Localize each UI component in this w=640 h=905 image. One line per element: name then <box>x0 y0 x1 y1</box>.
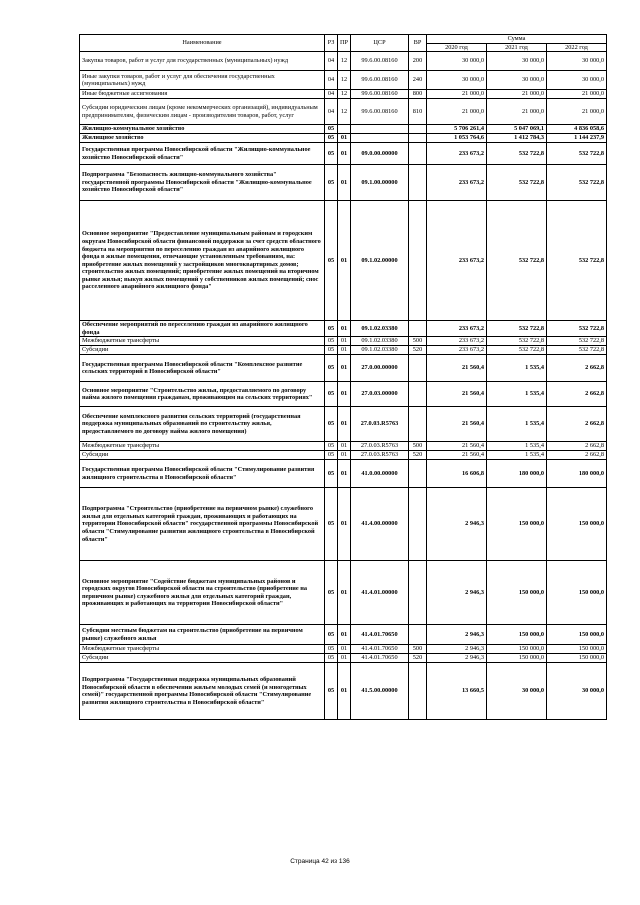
table-row <box>80 90 607 99</box>
row-value-2022-cell: 180 000,0 <box>547 460 607 488</box>
row-pr-cell: 01 <box>338 337 351 346</box>
row-pr-cell: 01 <box>338 625 351 645</box>
row-pr-cell: 01 <box>338 134 351 143</box>
row-name-cell: Жилищное хозяйство <box>80 134 325 143</box>
row-vr-cell <box>409 355 427 382</box>
row-value-2022-cell: 532 722,8 <box>547 337 607 346</box>
table-row <box>80 625 607 645</box>
row-pr-cell: 01 <box>338 165 351 201</box>
row-value-2022-cell: 532 722,8 <box>547 201 607 321</box>
row-value-2020-cell: 21 560,4 <box>427 451 487 460</box>
row-rz-cell: 05 <box>325 407 338 442</box>
row-value-2022-cell: 21 000,0 <box>547 99 607 125</box>
row-vr-cell: 810 <box>409 99 427 125</box>
row-value-2021-cell: 532 722,8 <box>487 165 547 201</box>
row-value-2021-cell: 1 535,4 <box>487 355 547 382</box>
row-rz-cell: 04 <box>325 99 338 125</box>
row-pr-cell: 12 <box>338 90 351 99</box>
row-vr-cell <box>409 201 427 321</box>
row-value-2020-cell: 233 673,2 <box>427 165 487 201</box>
table-row <box>80 125 607 134</box>
row-csr-cell: 41.0.00.00000 <box>351 460 409 488</box>
row-value-2020-cell: 13 660,5 <box>427 663 487 720</box>
table-row <box>80 561 607 625</box>
page-footer: Страница 42 из 136 <box>290 858 350 865</box>
row-value-2021-cell: 150 000,0 <box>487 654 547 663</box>
row-csr-cell: 09.1.02.00000 <box>351 201 409 321</box>
row-csr-cell: 09.1.00.00000 <box>351 165 409 201</box>
row-value-2021-cell: 532 722,8 <box>487 321 547 337</box>
header-year-2021: 2021 год <box>487 43 547 52</box>
row-name-cell: Межбюджетные трансферты <box>80 337 325 346</box>
row-name-cell: Иные бюджетные ассигнования <box>80 90 325 99</box>
row-csr-cell: 27.0.03.R5763 <box>351 442 409 451</box>
row-csr-cell: 09.0.00.00000 <box>351 143 409 165</box>
row-csr-cell: 09.1.02.03380 <box>351 346 409 355</box>
table-row <box>80 201 607 321</box>
row-vr-cell: 500 <box>409 337 427 346</box>
row-vr-cell: 520 <box>409 346 427 355</box>
table-row <box>80 346 607 355</box>
row-value-2020-cell: 21 000,0 <box>427 90 487 99</box>
row-rz-cell: 04 <box>325 90 338 99</box>
row-value-2020-cell: 16 606,8 <box>427 460 487 488</box>
row-rz-cell: 05 <box>325 663 338 720</box>
row-pr-cell: 01 <box>338 488 351 561</box>
row-value-2022-cell: 150 000,0 <box>547 645 607 654</box>
row-rz-cell: 04 <box>325 52 338 71</box>
row-csr-cell: 41.4.01.70650 <box>351 645 409 654</box>
row-value-2022-cell: 150 000,0 <box>547 488 607 561</box>
row-pr-cell: 01 <box>338 355 351 382</box>
row-vr-cell: 240 <box>409 71 427 90</box>
row-vr-cell <box>409 321 427 337</box>
row-rz-cell: 05 <box>325 201 338 321</box>
row-name-cell: Субсидии юридическим лицам (кроме некоммерческих организаций), индивидуальным предпринимателям, физическим лицам - производителям товаров, работ, услуг <box>80 99 325 125</box>
row-value-2021-cell: 150 000,0 <box>487 645 547 654</box>
row-value-2022-cell: 150 000,0 <box>547 654 607 663</box>
row-value-2021-cell: 532 722,8 <box>487 337 547 346</box>
table-row <box>80 321 607 337</box>
row-value-2020-cell: 233 673,2 <box>427 201 487 321</box>
header-csr: ЦСР <box>351 35 409 52</box>
row-value-2022-cell: 150 000,0 <box>547 625 607 645</box>
row-value-2020-cell: 5 706 261,4 <box>427 125 487 134</box>
table-row <box>80 165 607 201</box>
row-value-2020-cell: 2 946,3 <box>427 645 487 654</box>
row-rz-cell: 05 <box>325 337 338 346</box>
row-value-2021-cell: 180 000,0 <box>487 460 547 488</box>
row-name-cell: Закупка товаров, работ и услуг для государственных (муниципальных) нужд <box>80 52 325 71</box>
row-value-2021-cell: 21 000,0 <box>487 90 547 99</box>
row-vr-cell <box>409 382 427 407</box>
row-rz-cell: 04 <box>325 71 338 90</box>
row-value-2022-cell: 532 722,8 <box>547 346 607 355</box>
row-pr-cell: 01 <box>338 346 351 355</box>
row-rz-cell: 05 <box>325 165 338 201</box>
row-vr-cell: 520 <box>409 654 427 663</box>
row-csr-cell: 41.4.01.00000 <box>351 561 409 625</box>
row-pr-cell: 12 <box>338 52 351 71</box>
row-value-2020-cell: 21 000,0 <box>427 99 487 125</box>
row-rz-cell: 05 <box>325 645 338 654</box>
row-name-cell: Основное мероприятие "Строительство жилья, предоставляемого по договору найма жилого помещения гражданам, проживающим на сельских территориях" <box>80 382 325 407</box>
row-value-2021-cell: 30 000,0 <box>487 71 547 90</box>
row-vr-cell <box>409 561 427 625</box>
row-value-2022-cell: 2 662,8 <box>547 451 607 460</box>
table-row <box>80 407 607 442</box>
row-csr-cell: 99.6.00.08160 <box>351 90 409 99</box>
row-value-2021-cell: 532 722,8 <box>487 201 547 321</box>
row-name-cell: Жилищно-коммунальное хозяйство <box>80 125 325 134</box>
table-row <box>80 382 607 407</box>
row-pr-cell: 01 <box>338 645 351 654</box>
row-vr-cell <box>409 143 427 165</box>
row-value-2022-cell: 150 000,0 <box>547 561 607 625</box>
row-value-2021-cell: 1 535,4 <box>487 382 547 407</box>
row-name-cell: Государственная программа Новосибирской области "Жилищно-коммунальное хозяйство Новосибирской области" <box>80 143 325 165</box>
row-csr-cell: 09.1.02.03380 <box>351 321 409 337</box>
row-vr-cell <box>409 134 427 143</box>
row-rz-cell: 05 <box>325 561 338 625</box>
row-value-2022-cell: 532 722,8 <box>547 321 607 337</box>
row-value-2020-cell: 21 560,4 <box>427 442 487 451</box>
row-pr-cell: 12 <box>338 71 351 90</box>
table-body <box>80 52 607 720</box>
row-rz-cell: 05 <box>325 143 338 165</box>
row-name-cell: Субсидии местным бюджетам на строительство (приобретение на первичном рынке) служебного жилья <box>80 625 325 645</box>
row-value-2022-cell: 2 662,8 <box>547 382 607 407</box>
row-csr-cell: 27.0.03.00000 <box>351 382 409 407</box>
row-value-2022-cell: 30 000,0 <box>547 52 607 71</box>
table-row <box>80 488 607 561</box>
row-value-2020-cell: 233 673,2 <box>427 337 487 346</box>
row-value-2020-cell: 233 673,2 <box>427 346 487 355</box>
row-value-2020-cell: 1 053 764,6 <box>427 134 487 143</box>
row-csr-cell <box>351 134 409 143</box>
row-csr-cell: 41.5.00.00000 <box>351 663 409 720</box>
row-pr-cell: 01 <box>338 442 351 451</box>
row-value-2020-cell: 2 946,3 <box>427 625 487 645</box>
table-row <box>80 143 607 165</box>
row-value-2022-cell: 30 000,0 <box>547 663 607 720</box>
row-value-2022-cell: 2 662,8 <box>547 355 607 382</box>
row-csr-cell: 41.4.01.70650 <box>351 654 409 663</box>
table-row <box>80 451 607 460</box>
row-value-2021-cell: 21 000,0 <box>487 99 547 125</box>
row-value-2021-cell: 30 000,0 <box>487 52 547 71</box>
row-vr-cell <box>409 125 427 134</box>
row-pr-cell <box>338 125 351 134</box>
row-name-cell: Государственная программа Новосибирской области "Комплексное развитие сельских территорий в Новосибирской области" <box>80 355 325 382</box>
row-csr-cell: 99.6.00.08160 <box>351 99 409 125</box>
row-pr-cell: 01 <box>338 451 351 460</box>
row-rz-cell: 05 <box>325 451 338 460</box>
row-csr-cell: 41.4.00.00000 <box>351 488 409 561</box>
header-name: Наименование <box>80 35 325 52</box>
table-row <box>80 645 607 654</box>
row-vr-cell: 520 <box>409 451 427 460</box>
row-value-2022-cell: 2 662,8 <box>547 442 607 451</box>
row-pr-cell: 01 <box>338 654 351 663</box>
row-pr-cell: 01 <box>338 460 351 488</box>
row-name-cell: Основное мероприятие "Содействие бюджетам муниципальных районов и городских округов Новосибирской области на строительство (приобретение на первичном рынке) служебного жилья для отдельных категорий граждан, проживающих и работающих на территории Новосибирской области" <box>80 561 325 625</box>
row-name-cell: Подпрограмма "Государственная поддержка муниципальных образований Новосибирской области в обеспечении жильем молодых семей (и многодетных семей)" государственной программы Новосибирской области "Стимулирование развития жилищного строительства в Новосибирской области" <box>80 663 325 720</box>
row-name-cell: Субсидии <box>80 654 325 663</box>
header-pr: ПР <box>338 35 351 52</box>
row-value-2020-cell: 2 946,3 <box>427 488 487 561</box>
header-sum: Сумма <box>427 35 607 44</box>
table-row <box>80 71 607 90</box>
row-pr-cell: 01 <box>338 663 351 720</box>
row-rz-cell: 05 <box>325 625 338 645</box>
row-vr-cell <box>409 663 427 720</box>
row-rz-cell: 05 <box>325 321 338 337</box>
row-value-2020-cell: 2 946,3 <box>427 654 487 663</box>
row-vr-cell: 500 <box>409 442 427 451</box>
row-csr-cell: 41.4.01.70650 <box>351 625 409 645</box>
row-csr-cell <box>351 125 409 134</box>
row-vr-cell: 200 <box>409 52 427 71</box>
row-csr-cell: 27.0.03.R5763 <box>351 407 409 442</box>
row-value-2021-cell: 150 000,0 <box>487 561 547 625</box>
row-csr-cell: 09.1.02.03380 <box>351 337 409 346</box>
table-row <box>80 442 607 451</box>
row-value-2020-cell: 30 000,0 <box>427 71 487 90</box>
table-row <box>80 460 607 488</box>
table-row <box>80 355 607 382</box>
row-pr-cell: 01 <box>338 321 351 337</box>
row-csr-cell: 27.0.03.R5763 <box>351 451 409 460</box>
row-csr-cell: 99.6.00.08160 <box>351 52 409 71</box>
row-rz-cell: 05 <box>325 460 338 488</box>
header-vr: ВР <box>409 35 427 52</box>
row-name-cell: Субсидии <box>80 346 325 355</box>
row-value-2021-cell: 5 047 069,1 <box>487 125 547 134</box>
row-pr-cell: 01 <box>338 143 351 165</box>
row-rz-cell: 05 <box>325 488 338 561</box>
row-name-cell: Государственная программа Новосибирской области "Стимулирование развития жилищного строительства в Новосибирской области" <box>80 460 325 488</box>
row-vr-cell <box>409 460 427 488</box>
row-name-cell: Межбюджетные трансферты <box>80 645 325 654</box>
row-value-2022-cell: 532 722,8 <box>547 165 607 201</box>
row-value-2021-cell: 1 412 784,3 <box>487 134 547 143</box>
row-vr-cell <box>409 407 427 442</box>
table-row <box>80 337 607 346</box>
row-value-2021-cell: 1 535,4 <box>487 451 547 460</box>
row-pr-cell: 01 <box>338 407 351 442</box>
row-name-cell: Обеспечение мероприятий по переселению граждан из аварийного жилищного фонда <box>80 321 325 337</box>
row-csr-cell: 99.6.00.08160 <box>351 71 409 90</box>
table-row <box>80 134 607 143</box>
row-value-2021-cell: 150 000,0 <box>487 488 547 561</box>
row-value-2022-cell: 4 836 058,6 <box>547 125 607 134</box>
row-rz-cell: 05 <box>325 382 338 407</box>
table-row <box>80 52 607 71</box>
row-pr-cell: 12 <box>338 99 351 125</box>
row-value-2021-cell: 1 535,4 <box>487 407 547 442</box>
row-value-2020-cell: 21 560,4 <box>427 407 487 442</box>
row-value-2020-cell: 233 673,2 <box>427 143 487 165</box>
header-year-2020: 2020 год <box>427 43 487 52</box>
table-row <box>80 663 607 720</box>
row-value-2020-cell: 21 560,4 <box>427 355 487 382</box>
row-value-2022-cell: 21 000,0 <box>547 90 607 99</box>
header-rz: РЗ <box>325 35 338 52</box>
row-rz-cell: 05 <box>325 654 338 663</box>
row-vr-cell: 500 <box>409 645 427 654</box>
table-row <box>80 654 607 663</box>
row-rz-cell: 05 <box>325 355 338 382</box>
row-value-2020-cell: 233 673,2 <box>427 321 487 337</box>
row-vr-cell <box>409 488 427 561</box>
row-vr-cell <box>409 625 427 645</box>
row-pr-cell: 01 <box>338 201 351 321</box>
row-vr-cell: 800 <box>409 90 427 99</box>
row-rz-cell: 05 <box>325 442 338 451</box>
row-pr-cell: 01 <box>338 382 351 407</box>
row-name-cell: Субсидии <box>80 451 325 460</box>
row-value-2022-cell: 2 662,8 <box>547 407 607 442</box>
row-value-2021-cell: 532 722,8 <box>487 143 547 165</box>
header-year-2022: 2022 год <box>547 43 607 52</box>
row-value-2020-cell: 2 946,3 <box>427 561 487 625</box>
budget-page <box>79 34 606 720</box>
row-pr-cell: 01 <box>338 561 351 625</box>
row-rz-cell: 05 <box>325 346 338 355</box>
row-value-2021-cell: 532 722,8 <box>487 346 547 355</box>
row-value-2021-cell: 30 000,0 <box>487 663 547 720</box>
row-name-cell: Обеспечение комплексного развития сельских территорий (государственная поддержка муниципальных образований по строительству жилья, предоставляемого по договору найма жилого помещения) <box>80 407 325 442</box>
row-rz-cell: 05 <box>325 134 338 143</box>
row-value-2022-cell: 1 144 237,9 <box>547 134 607 143</box>
row-value-2020-cell: 21 560,4 <box>427 382 487 407</box>
row-value-2021-cell: 150 000,0 <box>487 625 547 645</box>
row-value-2022-cell: 30 000,0 <box>547 71 607 90</box>
row-value-2021-cell: 1 535,4 <box>487 442 547 451</box>
row-csr-cell: 27.0.00.00000 <box>351 355 409 382</box>
row-value-2020-cell: 30 000,0 <box>427 52 487 71</box>
row-value-2022-cell: 532 722,8 <box>547 143 607 165</box>
row-name-cell: Подпрограмма "Строительство (приобретение на первичном рынке) служебного жилья для отдельных категорий граждан, проживающих и работающих на территории Новосибирской области" государственной программы Новосибирской области "Стимулирование развития жилищного строительства в Новосибирской области" <box>80 488 325 561</box>
row-name-cell: Подпрограмма "Безопасность жилищно-коммунального хозяйства" государственной программы Новосибирской области "Жилищно-коммунальное хозяйство Новосибирской области" <box>80 165 325 201</box>
row-rz-cell: 05 <box>325 125 338 134</box>
row-vr-cell <box>409 165 427 201</box>
row-name-cell: Основное мероприятие "Предоставление муниципальным районам и городским округам Новосибирской области финансовой поддержки за счет средств областного бюджета на мероприятия по переселению граждан из аварийного жилищного фонда в жилые помещения, отвечающие установленным требованиям, на: приобретение жилых помещений у застройщиков многоквартирных домов; строительство жилых помещений; приобретение жилых помещений на вторичном рынке жилья; выкуп жилых помещений у собственников жилых помещений; снос расселенного аварийного жилищного фонда" <box>80 201 325 321</box>
budget-table <box>79 34 607 720</box>
row-name-cell: Межбюджетные трансферты <box>80 442 325 451</box>
row-name-cell: Иные закупки товаров, работ и услуг для обеспечения государственных (муниципальных) нужд <box>80 71 325 90</box>
table-row <box>80 99 607 125</box>
